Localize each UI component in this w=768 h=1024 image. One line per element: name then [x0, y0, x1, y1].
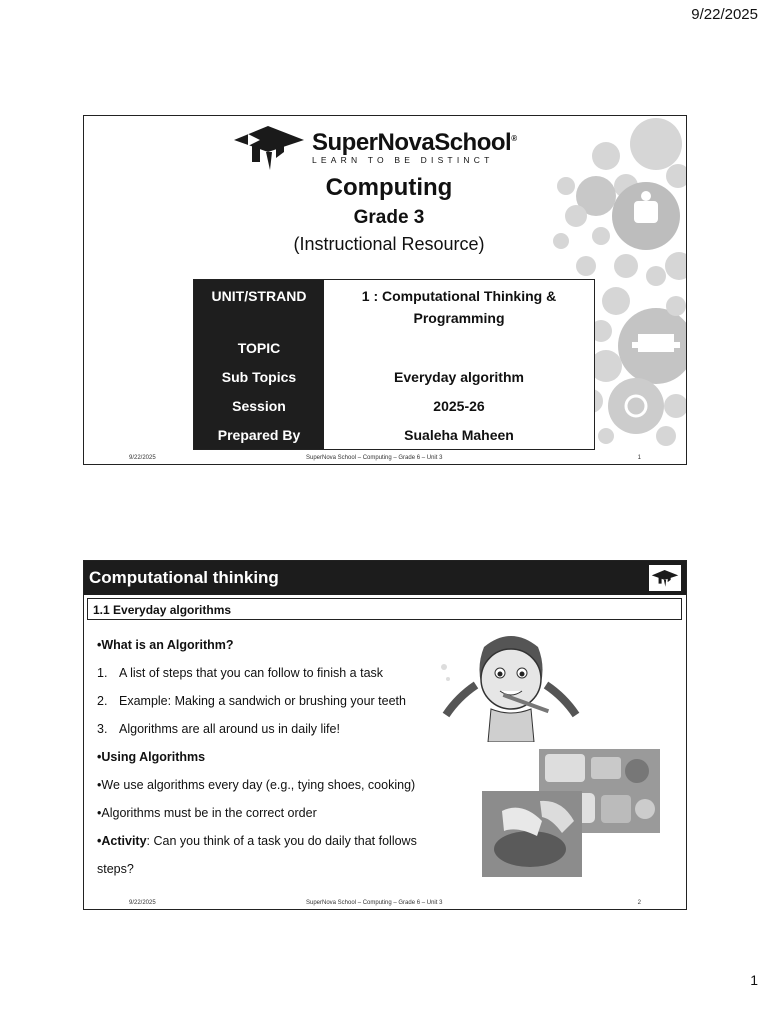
- question-heading: •What is an Algorithm?: [97, 638, 234, 652]
- row-label: TOPIC: [194, 333, 325, 362]
- footer-text: SuperNova School – Computing – Grade 6 – Unit 3: [306, 455, 443, 461]
- page-number: 1: [750, 972, 758, 988]
- footer-slide-number: 2: [637, 900, 641, 906]
- table-row: [194, 420, 595, 450]
- girl-brushing-teeth-illustration: [436, 627, 586, 742]
- supernova-logo-icon: [232, 122, 306, 172]
- grade-label: Grade 3: [353, 207, 425, 228]
- footer-date: 9/22/2025: [129, 900, 156, 906]
- registered-mark: ®: [511, 134, 517, 143]
- brand-tagline: LEARN TO BE DISTINCT: [312, 155, 494, 165]
- supernova-logo-icon: [651, 568, 679, 588]
- slide-header: [84, 561, 686, 595]
- section-heading: 1.1 Everyday algorithms: [87, 598, 682, 620]
- slide-title: Computational thinking: [89, 568, 279, 587]
- activity-item: [97, 827, 457, 876]
- item-text: Algorithms are all around us in daily life!: [119, 722, 340, 736]
- row-value: [324, 333, 595, 362]
- row-label: UNIT/STRAND: [194, 280, 325, 334]
- row-value: 1 : Computational Thinking & Programming: [361, 288, 557, 326]
- slide-body: [97, 637, 457, 876]
- school-logo: [232, 122, 517, 172]
- row-label: Session: [194, 391, 325, 420]
- slide-title: Computing: [325, 174, 453, 201]
- table-row: [194, 333, 595, 362]
- section-subheading: •Using Algorithms: [97, 750, 206, 764]
- activity-text: : Can you think of a task you do daily that follows steps?: [97, 834, 417, 876]
- item-number: 2.: [97, 694, 108, 708]
- table-row: [194, 362, 595, 391]
- list-item: [97, 665, 457, 693]
- footer-slide-number: 1: [637, 455, 641, 461]
- brand-name: SuperNovaSchool: [312, 129, 512, 156]
- list-item: [97, 693, 457, 721]
- list-item: [97, 721, 457, 749]
- row-value: Sualeha Maheen: [404, 426, 514, 443]
- row-value: 2025-26: [433, 397, 485, 414]
- row-label: Sub Topics: [194, 362, 325, 391]
- page-date: 9/22/2025: [691, 6, 758, 23]
- school-logo-small: [649, 565, 681, 591]
- footer-date: 9/22/2025: [129, 455, 156, 461]
- hands-making-sandwich-photo: [482, 791, 582, 877]
- activity-label: •Activity: [97, 834, 147, 848]
- slide-2[interactable]: [83, 560, 687, 910]
- row-value: Everyday algorithm: [394, 368, 524, 385]
- resource-subtitle: (Instructional Resource): [293, 234, 485, 254]
- item-text: A list of steps that you can follow to finish a task: [119, 666, 384, 680]
- footer-text: SuperNova School – Computing – Grade 6 – Unit 3: [306, 900, 443, 906]
- course-info-table: [193, 279, 595, 450]
- bullet-item: •Algorithms must be in the correct order: [97, 806, 317, 820]
- bullet-item: •We use algorithms every day (e.g., tying shoes, cooking): [97, 778, 416, 792]
- row-label: Prepared By: [194, 420, 325, 450]
- item-text: Example: Making a sandwich or brushing your teeth: [119, 694, 406, 708]
- item-number: 1.: [97, 666, 108, 680]
- table-row: [194, 280, 595, 334]
- item-number: 3.: [97, 722, 108, 736]
- slide-1[interactable]: [83, 115, 687, 465]
- table-row: [194, 391, 595, 420]
